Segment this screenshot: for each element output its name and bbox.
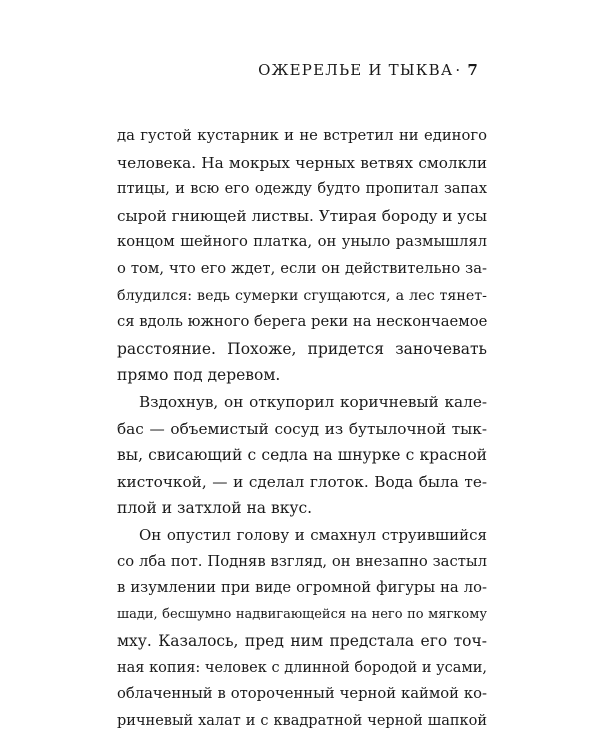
text-line: шади, бесшумно надвигающейся на него по мягкому bbox=[117, 606, 487, 622]
text-line: о том, что его ждет, если он действительно за- bbox=[117, 259, 487, 277]
running-header bbox=[258, 61, 479, 79]
text-line: ричневый халат и с квадратной черной шапкой bbox=[117, 713, 487, 730]
text-line: ная копия: человек с длинной бородой и усами, bbox=[117, 659, 487, 676]
text-line: бас — объемистый сосуд из бутылочной тык- bbox=[117, 419, 487, 438]
text-line: облаченный в отороченный черной каймой ко- bbox=[117, 685, 487, 703]
text-line: со лба пот. Подняв взгляд, он внезапно застыл bbox=[117, 552, 487, 570]
paragraph-2 bbox=[117, 389, 487, 522]
text-line: птицы, и всю его одежду будто пропитал запах bbox=[117, 181, 487, 198]
text-line: ся вдоль южного берега реки на нескончаемое bbox=[117, 313, 488, 331]
text-line: Вздохнув, он откупорил коричневый кале- bbox=[139, 392, 487, 411]
text-line: сырой гниющей листвы. Утирая бороду и усы bbox=[117, 206, 487, 225]
text-line: в изумлении при виде огромной фигуры на ло- bbox=[117, 579, 487, 597]
text-line: да густой кустарник и не встретил ни единого bbox=[117, 127, 487, 144]
running-header-title: ОЖЕРЕЛЬЕ И ТЫКВА bbox=[258, 61, 454, 79]
text-line: прямо под деревом. bbox=[117, 366, 281, 385]
paragraph-3 bbox=[117, 522, 487, 735]
text-line: Он опустил голову и смахнул струившийся bbox=[139, 525, 487, 544]
text-line: вы, свисающий с седла на шнурке с красной bbox=[117, 446, 487, 465]
text-line: мху. Казалось, пред ним предстала его точ- bbox=[117, 632, 487, 651]
paragraph-1 bbox=[117, 123, 487, 389]
text-line: блудился: ведь сумерки сгущаются, а лес тянет- bbox=[117, 287, 487, 304]
running-header-separator: · bbox=[455, 61, 462, 79]
text-line: плой и затхлой на вкус. bbox=[117, 499, 313, 518]
body-text bbox=[117, 123, 487, 735]
text-line: человека. На мокрых черных ветвях смолкли bbox=[117, 153, 487, 172]
page-number: 7 bbox=[467, 61, 479, 79]
text-line: расстояние. Похоже, придется заночевать bbox=[117, 339, 487, 358]
text-line: концом шейного платка, он уныло размышлял bbox=[117, 233, 487, 251]
text-line: кисточкой, — и сделал глоток. Вода была те- bbox=[117, 472, 487, 491]
